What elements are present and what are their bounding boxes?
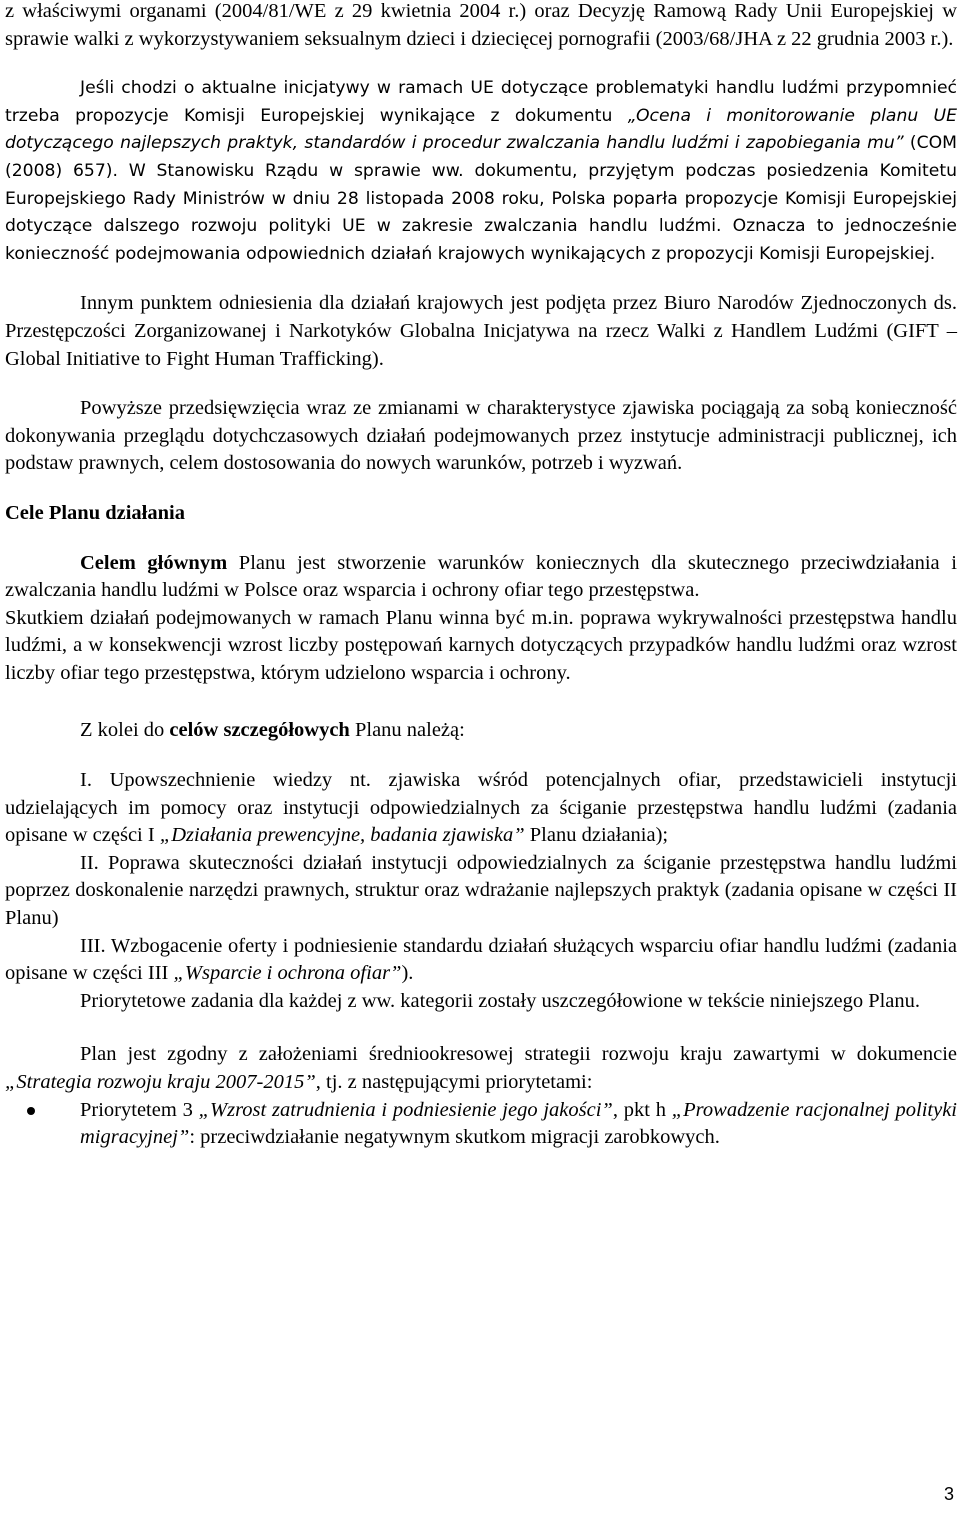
paragraph-text: III. Wzbogacenie oferty i podniesienie standardu działań służących wsparciu ofiar handlu ludźmi (zadania opisane w części III (5, 934, 957, 985)
paragraph-text: Innym punktem odniesienia dla działań krajowych jest podjęta przez Biuro Narodów Zjednoczonych ds. Przestępczości Zorganizowanej i Narkotyków Globalna Inicjatywa na rzecz Walki z Handlem Ludźmi (GIFT – Global Initiative to Fight Human Trafficking). (5, 292, 957, 370)
paragraph-text: , pkt h (612, 1098, 672, 1121)
bullet-icon (5, 1097, 80, 1152)
paragraph-eu-decisions (5, 0, 957, 53)
goal-item-2 (5, 850, 957, 933)
italic-reference: „Działania prewencyjne, badania zjawiska” (159, 824, 525, 847)
paragraph-text: Plan jest zgodny z założeniami średniookresowej strategii rozwoju kraju zawartymi w dokumencie (80, 1043, 957, 1066)
paragraph-text: z właściwymi organami (2004/81/WE z 29 kwietnia 2004 r.) oraz Decyzję Ramową Rady Unii Europejskiej w sprawie walki z wykorzystywaniem seksualnym dzieci i dziecięcej pornografii (2003/68/JHA z 22 grudnia 2003 r.). (5, 0, 957, 50)
italic-reference: „Wsparcie i ochrona ofiar” (173, 962, 402, 985)
paragraph-expected-effect (5, 605, 957, 688)
paragraph-review-need (5, 395, 957, 478)
bold-term: celów szczegółowych (169, 719, 350, 742)
paragraph-main-goal (5, 550, 957, 605)
paragraph-specific-goals-intro (5, 717, 957, 745)
paragraph-gift-initiative (5, 290, 957, 373)
italic-reference: „Prowadzenie racjonalnej polityki migracyjnej” (80, 1098, 957, 1149)
goal-item-1 (5, 767, 957, 850)
bullet-text (80, 1097, 957, 1152)
paragraph-text: ). (401, 962, 414, 985)
paragraph-text: Priorytetem 3 (80, 1098, 199, 1121)
paragraph-text: Planu jest stworzenie warunków koniecznych dla skutecznego przeciwdziałania i zwalczania handlu ludźmi w Polsce oraz wsparcia i ochrony ofiar tego przestępstwa. (5, 551, 957, 602)
paragraph-text: Planu działania); (524, 824, 669, 847)
document-title-italic: „Ocena i monitorowanie planu UE dotyczącego najlepszych praktyk, standardów i procedur zwalczania handlu ludźmi i zapobiegania mu” (5, 105, 957, 154)
paragraph-text: II. Poprawa skuteczności działań instytucji odpowiedzialnych za ściganie przestępstwa handlu ludźmi poprzez doskonalenie narzędzi prawnych, struktur oraz wdrażanie najlepszych praktyk (zadania opisane w części II Planu) (5, 851, 957, 930)
paragraph-strategy-compliance (5, 1041, 957, 1096)
page-number: 3 (943, 1484, 954, 1504)
paragraph-priority-tasks (5, 988, 957, 1016)
paragraph-text: I. Upowszechnienie wiedzy nt. zjawiska wśród potencjalnych ofiar, przedstawicieli instytucji udzielających im pomocy oraz instytucji odpowiedzialnych za ściganie przestępstwa handlu ludźmi (zadania opisane w części I (5, 769, 957, 847)
paragraph-text: Jeśli chodzi o aktualne inicjatywy w ramach UE dotyczące problematyki handlu ludźmi przypomnieć trzeba propozycje Komisji Europejskiej wynikające z dokumentu (5, 78, 957, 126)
paragraph-text: , tj. z następującymi priorytetami: (315, 1071, 593, 1093)
paragraph-text: Powyższe przedsięwzięcia wraz ze zmianami w charakterystyce zjawiska pociągają za sobą konieczność dokonywania przeglądu dotychczasowych działań podejmowanych przez instytucje administracji publicznej, ich podstaw prawnych, celem dostosowania do nowych warunków, potrzeb i wyzwań. (5, 397, 957, 475)
bullet-list-item (5, 1097, 957, 1152)
section-heading: Cele Planu działania (5, 501, 185, 524)
paragraph-text: Z kolei do (80, 719, 170, 742)
paragraph-eu-initiatives (5, 75, 957, 268)
goal-item-3 (5, 933, 957, 988)
bold-term: Celem głównym (80, 551, 228, 574)
paragraph-text: Planu należą: (349, 719, 465, 742)
paragraph-text: Priorytetowe zadania dla każdej z ww. kategorii zostały uszczegółowione w tekście niniejszego Planu. (80, 989, 921, 1012)
italic-reference: „Strategia rozwoju kraju 2007-2015” (5, 1071, 316, 1093)
paragraph-text: Skutkiem działań podejmowanych w ramach Planu winna być m.in. poprawa wykrywalności przestępstwa handlu ludźmi, a w konsekwencji wzrost liczby postępowań karnych dotyczących przypadków handlu ludźmi oraz wzrost liczby ofiar tego przestępstwa, którym udzielono wsparcia i ochrony. (5, 606, 957, 684)
italic-reference: „Wzrost zatrudnienia i podniesienie jego jakości” (198, 1098, 613, 1121)
paragraph-text: : przeciwdziałanie negatywnym skutkom migracji zarobkowych. (189, 1126, 720, 1149)
document-page (5, 0, 957, 1152)
paragraph-text: (COM (2008) 657). W Stanowisku Rządu w sprawie ww. dokumentu, przyjętym podczas posiedzenia Komitetu Europejskiego Rady Ministrów w dniu 28 listopada 2008 roku, Polska poparła propozycje Komisji Europejskiej dotyczące dalszego rozwoju polityki UE w zakresie zwalczania handlu ludźmi. Oznacza to jednocześnie konieczność podejmowania odpowiednich działań krajowych wynikających z propozycji Komisji Europejskiej. (5, 133, 957, 264)
